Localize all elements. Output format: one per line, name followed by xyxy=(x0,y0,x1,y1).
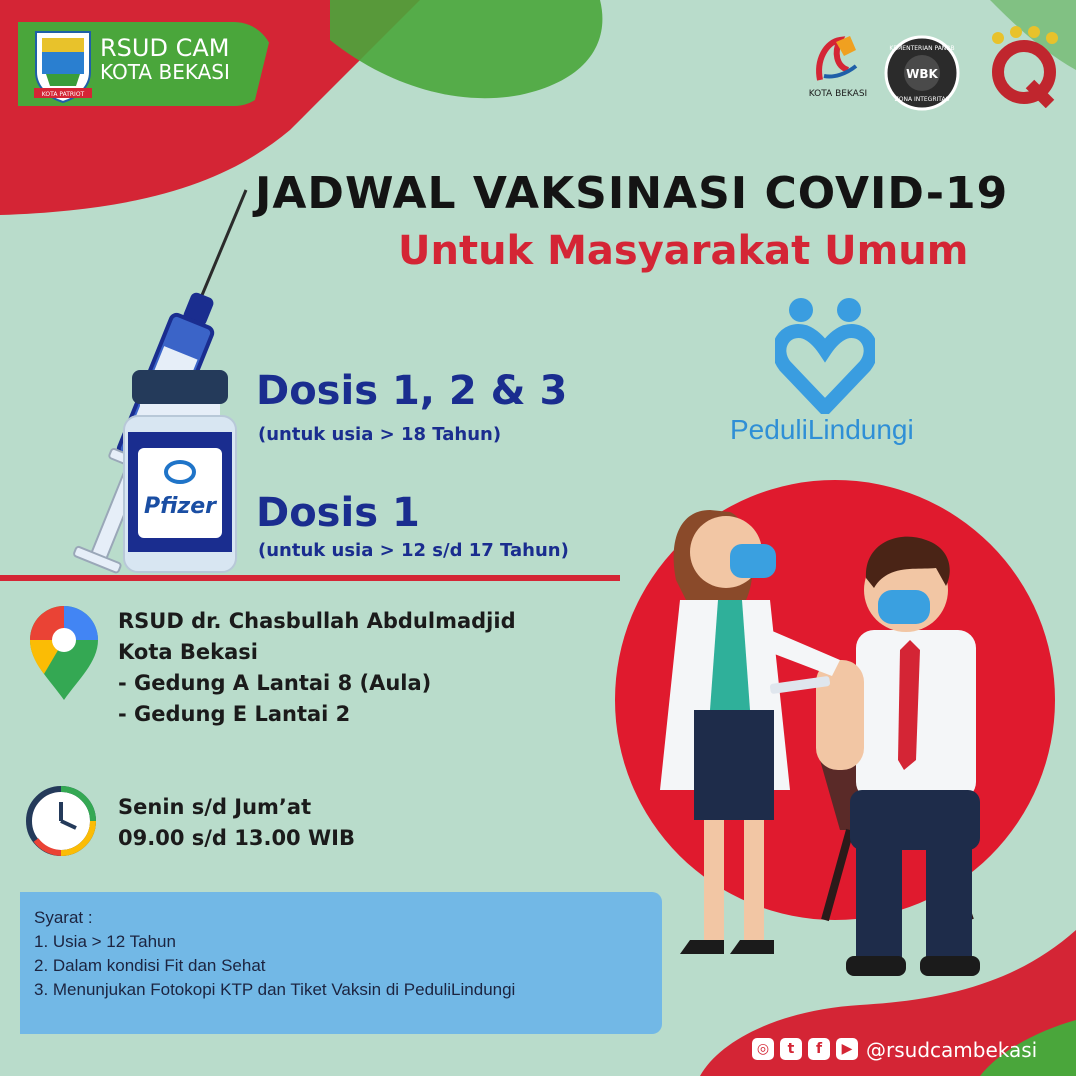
pedulilindungi-label: PeduliLindungi xyxy=(730,414,914,445)
dose-1-note: (untuk usia > 18 Tahun) xyxy=(258,424,502,445)
pfizer-vial-illustration xyxy=(120,368,240,576)
quality-accreditation-logo xyxy=(978,26,1068,108)
social-handle[interactable]: @rsudcambekasi xyxy=(866,1038,1038,1062)
schedule-days: Senin s/d Jum’at xyxy=(118,795,312,819)
zona-integritas-text: ZONA INTEGRITAS xyxy=(894,96,950,103)
kota-bekasi-anniversary-logo xyxy=(806,30,870,108)
location-line: Kota Bekasi xyxy=(118,640,258,664)
hospital-name xyxy=(100,36,230,84)
location-line: - Gedung A Lantai 8 (Aula) xyxy=(118,671,432,695)
kota-bekasi-emblem-icon xyxy=(28,28,98,104)
kota-bekasi-logo-text: KOTA BEKASI xyxy=(808,89,868,99)
requirement-item: 3. Menunjukan Fotokopi KTP dan Tiket Vaksin di PeduliLindungi xyxy=(34,980,516,999)
clock-icon xyxy=(22,782,100,860)
emblem-caption: KOTA PATRIOT xyxy=(41,91,85,98)
location-block xyxy=(118,606,516,730)
instagram-icon[interactable]: ◎ xyxy=(752,1038,774,1060)
facebook-icon[interactable]: f xyxy=(808,1038,830,1060)
vaccination-illustration xyxy=(620,460,1040,1000)
zona-integritas-logo xyxy=(880,34,964,112)
schedule-hours: 09.00 s/d 13.00 WIB xyxy=(118,826,355,850)
section-divider xyxy=(0,575,620,581)
svg-text:WBK: WBK xyxy=(906,67,938,81)
location-line: RSUD dr. Chasbullah Abdulmadjid xyxy=(118,609,516,633)
youtube-icon[interactable]: ▶ xyxy=(836,1038,858,1060)
location-line: - Gedung E Lantai 2 xyxy=(118,702,351,726)
schedule-block xyxy=(118,792,355,854)
requirements-heading: Syarat : xyxy=(34,908,93,927)
hospital-name-line1: RSUD CAM xyxy=(100,34,230,62)
map-pin-icon xyxy=(26,604,102,704)
page-subtitle: Untuk Masyarakat Umum xyxy=(398,228,969,274)
requirements-list xyxy=(34,906,515,1002)
requirement-item: 1. Usia > 12 Tahun xyxy=(34,932,176,951)
pedulilindungi-logo-icon xyxy=(775,296,875,414)
dose-1-label: Dosis 1, 2 & 3 xyxy=(256,368,568,414)
hospital-name-line2: KOTA BEKASI xyxy=(100,60,230,84)
kementerian-text: KEMENTERIAN PANRB xyxy=(889,45,955,52)
social-icons xyxy=(752,1038,858,1060)
dose-2-note: (untuk usia > 12 s/d 17 Tahun) xyxy=(258,540,569,561)
requirement-item: 2. Dalam kondisi Fit dan Sehat xyxy=(34,956,266,975)
twitter-icon[interactable]: t xyxy=(780,1038,802,1060)
dose-2-label: Dosis 1 xyxy=(256,490,420,536)
page-title: JADWAL VAKSINASI COVID-19 xyxy=(255,168,1009,219)
pfizer-brand-label: Pfizer xyxy=(143,494,216,519)
